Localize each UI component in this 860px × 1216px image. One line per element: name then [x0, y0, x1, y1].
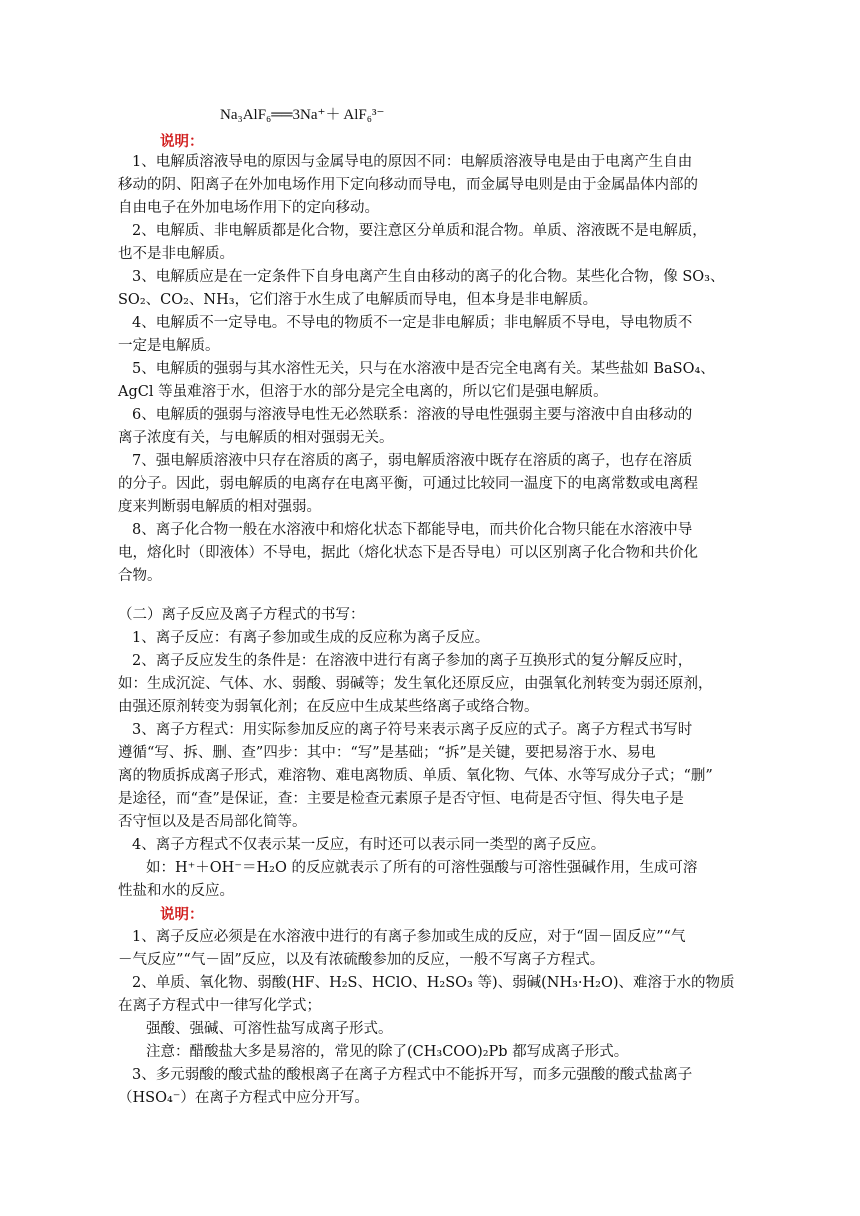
paragraph-line: 一定是电解质。: [118, 338, 220, 354]
paragraph-line: 在离子方程式中一律写化学式；: [118, 998, 321, 1014]
paragraph-line: 由强还原剂转变为弱氧化剂；在反应中生成某些络离子或络合物。: [118, 699, 539, 715]
paragraph-line: 7、强电解质溶液中只存在溶质的离子，弱电解质溶液中既存在溶质的离子，也存在溶质: [132, 453, 693, 469]
paragraph-line: 2、离子反应发生的条件是：在溶液中进行有离子参加的离子互换形式的复分解反应时，: [132, 653, 693, 669]
paragraph-line: AgCl 等虽难溶于水，但溶于水的部分是完全电离的，所以它们是强电解质。: [118, 384, 608, 400]
paragraph-line: －气反应”“气－固”反应，以及有浓硫酸参加的反应，一般不写离子方程式。: [118, 952, 605, 968]
section-heading: （二）离子反应及离子方程式的书写：: [118, 607, 365, 623]
paragraph-line: 的分子。因此，弱电解质的电离存在电离平衡，可通过比较同一温度下的电离常数或电离程: [118, 476, 698, 492]
paragraph-line: 1、离子反应必须是在水溶液中进行的有离子参加或生成的反应，对于“固－固反应”“气: [132, 929, 686, 945]
paragraph-line: 性盐和水的反应。: [118, 883, 234, 899]
note-heading: 说明：: [160, 133, 204, 150]
paragraph-line: 度来判断弱电解质的相对强弱。: [118, 499, 321, 515]
paragraph-line: 强酸、强碱、可溶性盐写成离子形式。: [146, 1021, 393, 1037]
paragraph-line: （HSO₄⁻）在离子方程式中应分开写。: [118, 1090, 369, 1106]
paragraph-line: 否守恒以及是否局部化简等。: [118, 814, 307, 830]
caution-line: 注意：醋酸盐大多是易溶的，常见的除了(CH₃COO)₂Pb 都写成离子形式。: [146, 1044, 629, 1060]
paragraph-line: 4、电解质不一定导电。不导电的物质不一定是非电解质；非电解质不导电，导电物质不: [132, 315, 693, 331]
dissociation-equation: Na₃AlF₆══3Na⁺＋ AlF₆³⁻: [220, 107, 385, 123]
note-heading: 说明：: [160, 906, 204, 923]
paragraph-line: 5、电解质的强弱与其水溶性无关，只与在水溶液中是否完全电离有关。某些盐如 BaSO₄、: [132, 361, 715, 377]
paragraph-line: 8、离子化合物一般在水溶液中和熔化状态下都能导电，而共价化合物只能在水溶液中导: [132, 522, 693, 538]
paragraph-line: SO₂、CO₂、NH₃，它们溶于水生成了电解质而导电，但本身是非电解质。: [118, 292, 598, 308]
paragraph-line: 2、电解质、非电解质都是化合物，要注意区分单质和混合物。单质、溶液既不是电解质，: [132, 223, 707, 239]
paragraph-line: 如：生成沉淀、气体、水、弱酸、弱碱等；发生氧化还原反应，由强氧化剂转变为弱还原剂，: [118, 676, 713, 692]
paragraph-line: 离的物质拆成离子形式，难溶物、难电离物质、单质、氧化物、气体、水等写成分子式；“删”: [118, 768, 713, 784]
paragraph-line: 1、离子反应：有离子参加或生成的反应称为离子反应。: [132, 630, 490, 646]
paragraph-line: 是途径，而“查”是保证，查：主要是检查元素原子是否守恒、电荷是否守恒、得失电子是: [118, 791, 684, 807]
paragraph-line: 电，熔化时（即液体）不导电，据此（熔化状态下是否导电）可以区别离子化合物和共价化: [118, 545, 698, 561]
paragraph-line: 离子浓度有关，与电解质的相对强弱无关。: [118, 430, 394, 446]
paragraph-line: 遵循“写、拆、删、查”四步：其中：“写”是基础；“拆”是关键，要把易溶于水、易电: [118, 745, 656, 761]
paragraph-line: 3、离子方程式：用实际参加反应的离子符号来表示离子反应的式子。离子方程式书写时: [132, 722, 693, 738]
paragraph-line: 移动的阴、阳离子在外加电场作用下定向移动而导电，而金属导电则是由于金属晶体内部的: [118, 177, 698, 193]
paragraph-line: 3、多元弱酸的酸式盐的酸根离子在离子方程式中不能拆开写，而多元强酸的酸式盐离子: [132, 1067, 693, 1083]
paragraph-line: 1、电解质溶液导电的原因与金属导电的原因不同：电解质溶液导电是由于电离产生自由: [132, 154, 693, 170]
paragraph-line: 也不是非电解质。: [118, 246, 234, 262]
paragraph-line: 6、电解质的强弱与溶液导电性无必然联系：溶液的导电性强弱主要与溶液中自由移动的: [132, 407, 693, 423]
paragraph-line: 2、单质、氧化物、弱酸(HF、H₂S、HClO、H₂SO₃ 等)、弱碱(NH₃·H₂O)、难溶于水的物质: [132, 975, 735, 991]
paragraph-line: 4、离子方程式不仅表示某一反应，有时还可以表示同一类型的离子反应。: [132, 837, 606, 853]
paragraph-line: 3、电解质应是在一定条件下自身电离产生自由移动的离子的化合物。某些化合物，像 SO₃、: [132, 269, 725, 285]
example-line: 如：H⁺＋OH⁻＝H₂O 的反应就表示了所有的可溶性强酸与可溶性强碱作用，生成可溶: [146, 860, 698, 876]
paragraph-line: 合物。: [118, 568, 162, 584]
paragraph-line: 自由电子在外加电场作用下的定向移动。: [118, 200, 379, 216]
